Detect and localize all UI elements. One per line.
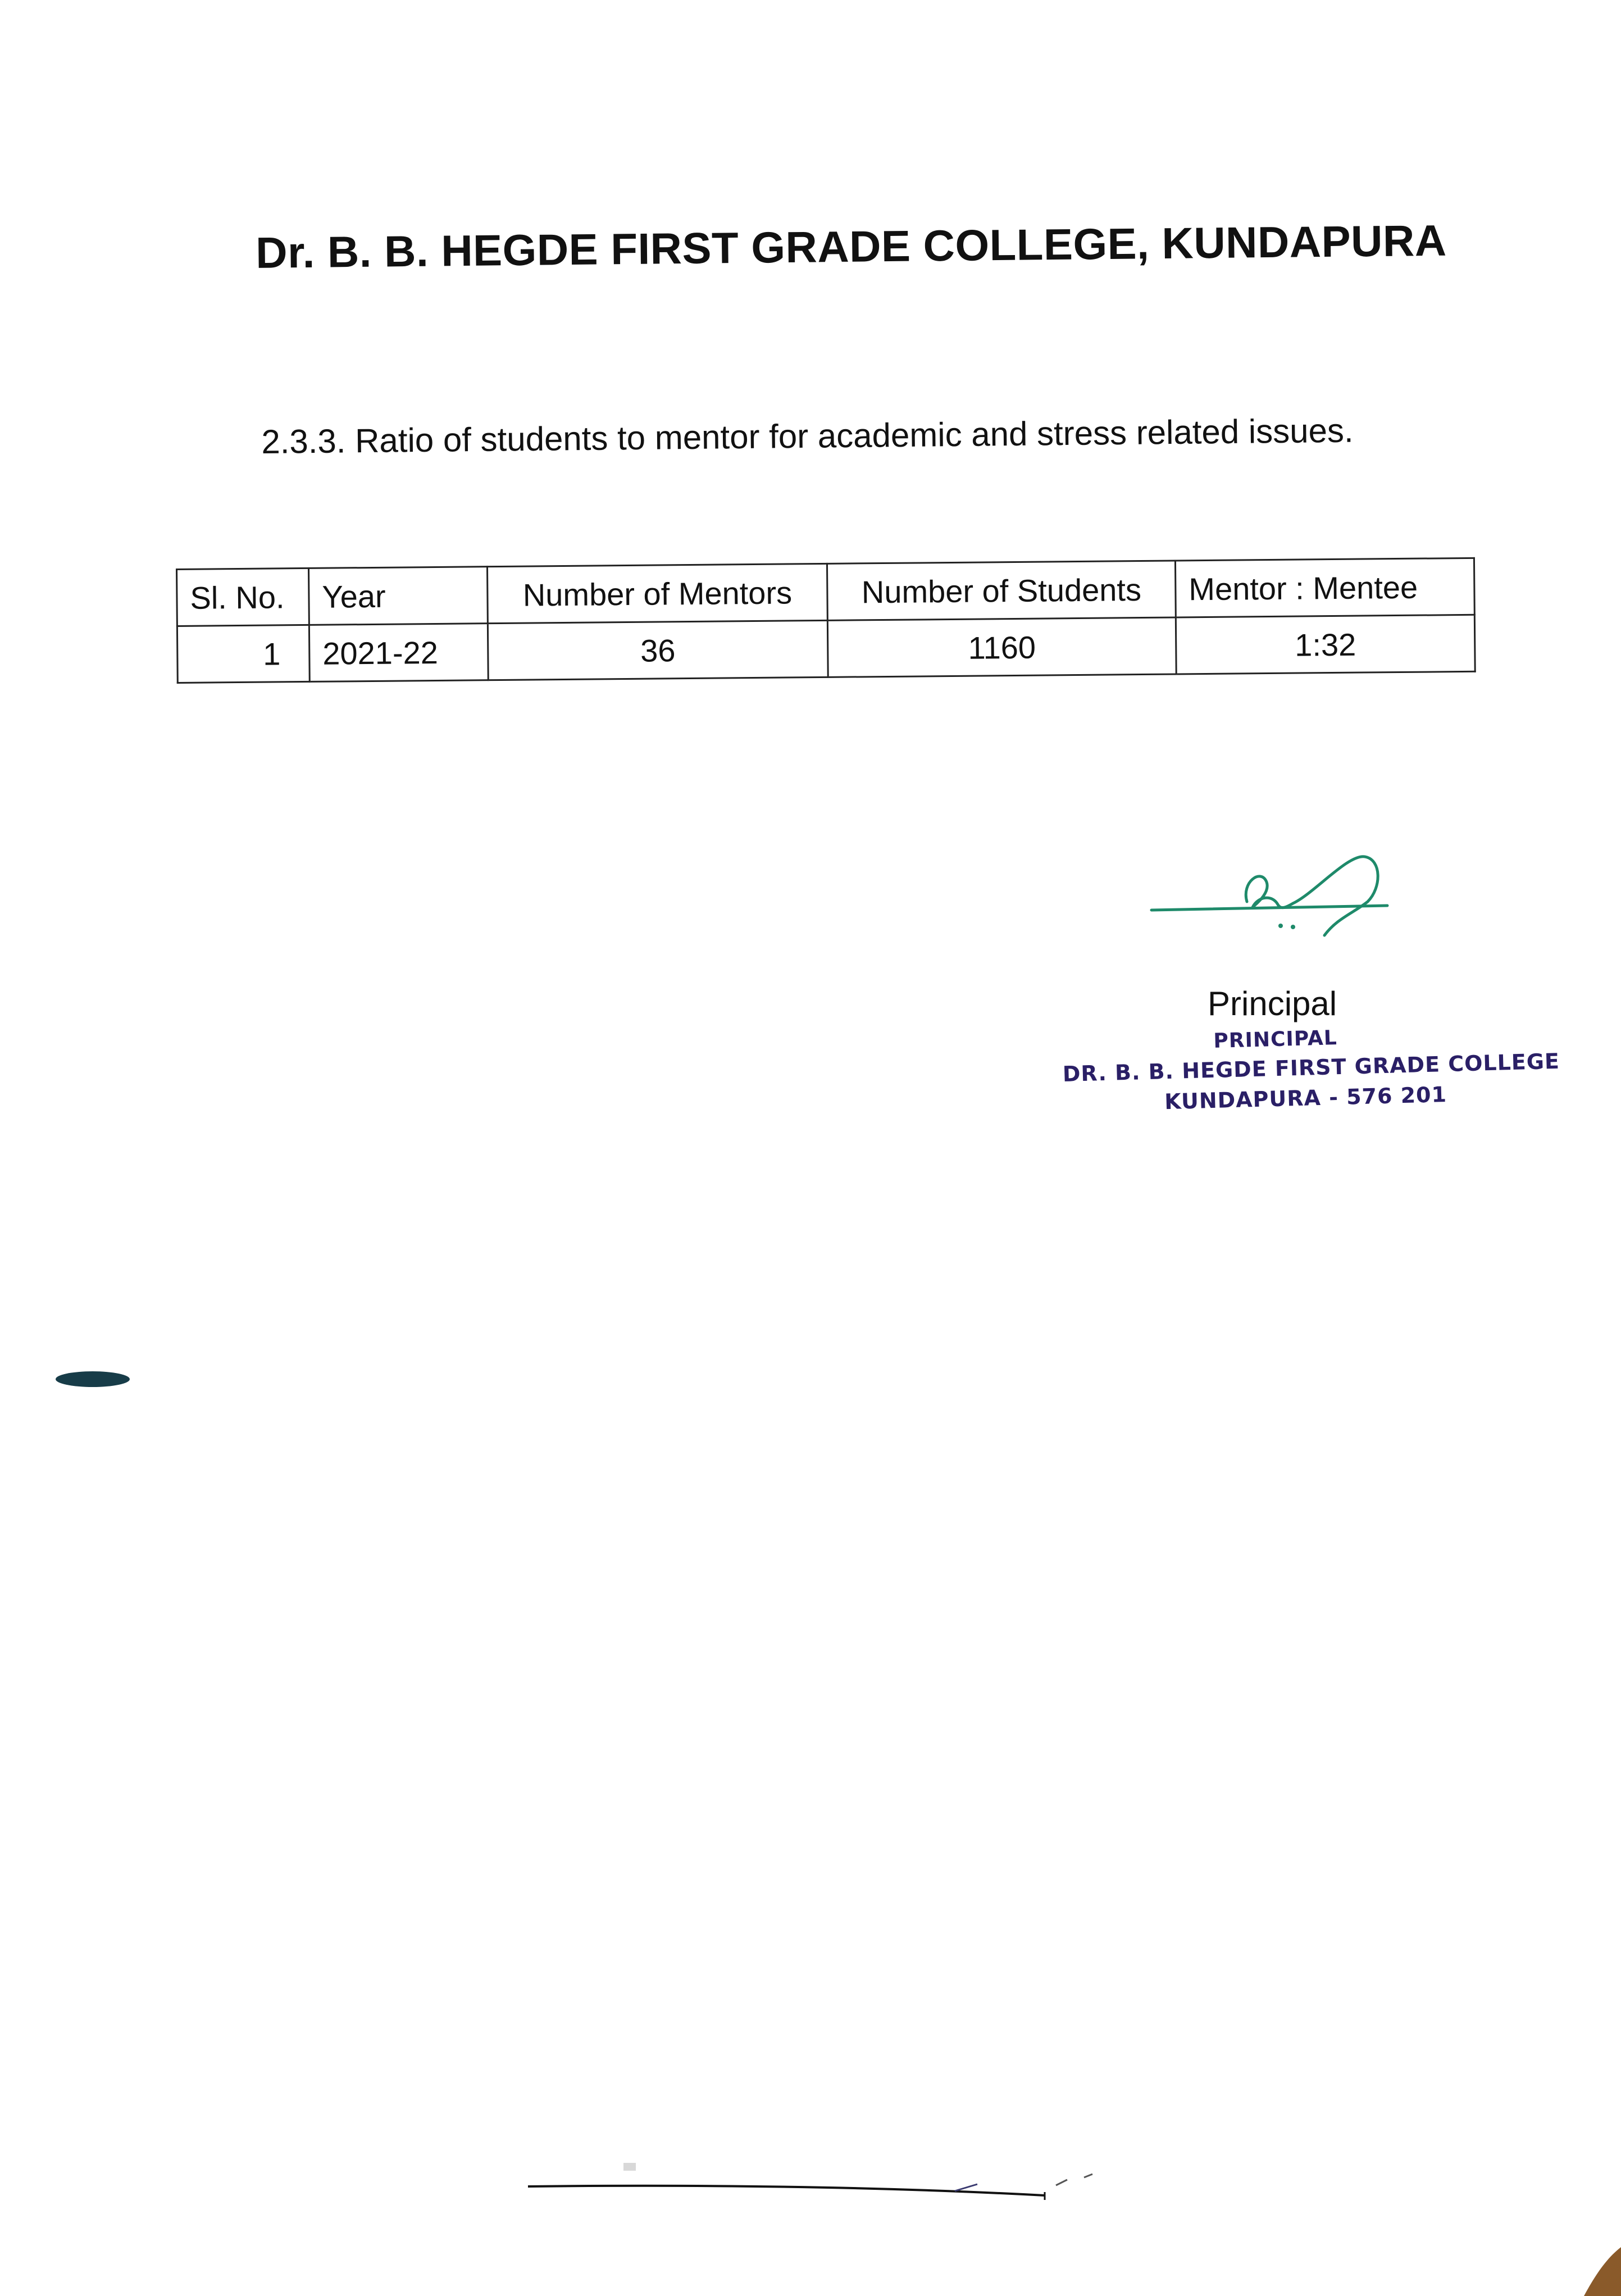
cell-number-of-students: 1160 [827, 617, 1176, 677]
scan-artifacts [0, 2146, 1621, 2296]
table-row [177, 615, 1475, 683]
ink-blot-mark [53, 1368, 132, 1390]
section-subtitle: 2.3.3. Ratio of students to mentor for academic and stress related issues. [261, 411, 1354, 461]
stamp-line-3: KUNDAPURA - 576 201 [1164, 1082, 1447, 1115]
cell-mentor-mentee-ratio: 1:32 [1176, 615, 1475, 674]
header-number-of-students: Number of Students [827, 561, 1176, 620]
stamp-line-2: DR. B. B. HEGDE FIRST GRADE COLLEGE [1062, 1048, 1560, 1086]
header-number-of-mentors: Number of Mentors [487, 563, 827, 623]
stamp-line-1: PRINCIPAL [1213, 1026, 1338, 1053]
cell-number-of-mentors: 36 [488, 620, 828, 680]
header-year: Year [309, 567, 488, 625]
page-title: Dr. B. B. HEGDE FIRST GRADE COLLEGE, KUNDAPURA [255, 215, 1447, 278]
header-mentor-mentee: Mentor : Mentee [1175, 558, 1474, 617]
mentor-ratio-table [176, 557, 1476, 684]
principal-stamp [1062, 1022, 1560, 1129]
mentor-ratio-table-container [176, 557, 1474, 684]
table-header-row [177, 558, 1475, 626]
cell-year: 2021-22 [309, 624, 488, 682]
principal-signature [1146, 843, 1393, 944]
header-sl-no: Sl. No. [177, 568, 309, 626]
cell-sl-no: 1 [177, 625, 309, 683]
signatory-title: Principal [1208, 985, 1337, 1022]
